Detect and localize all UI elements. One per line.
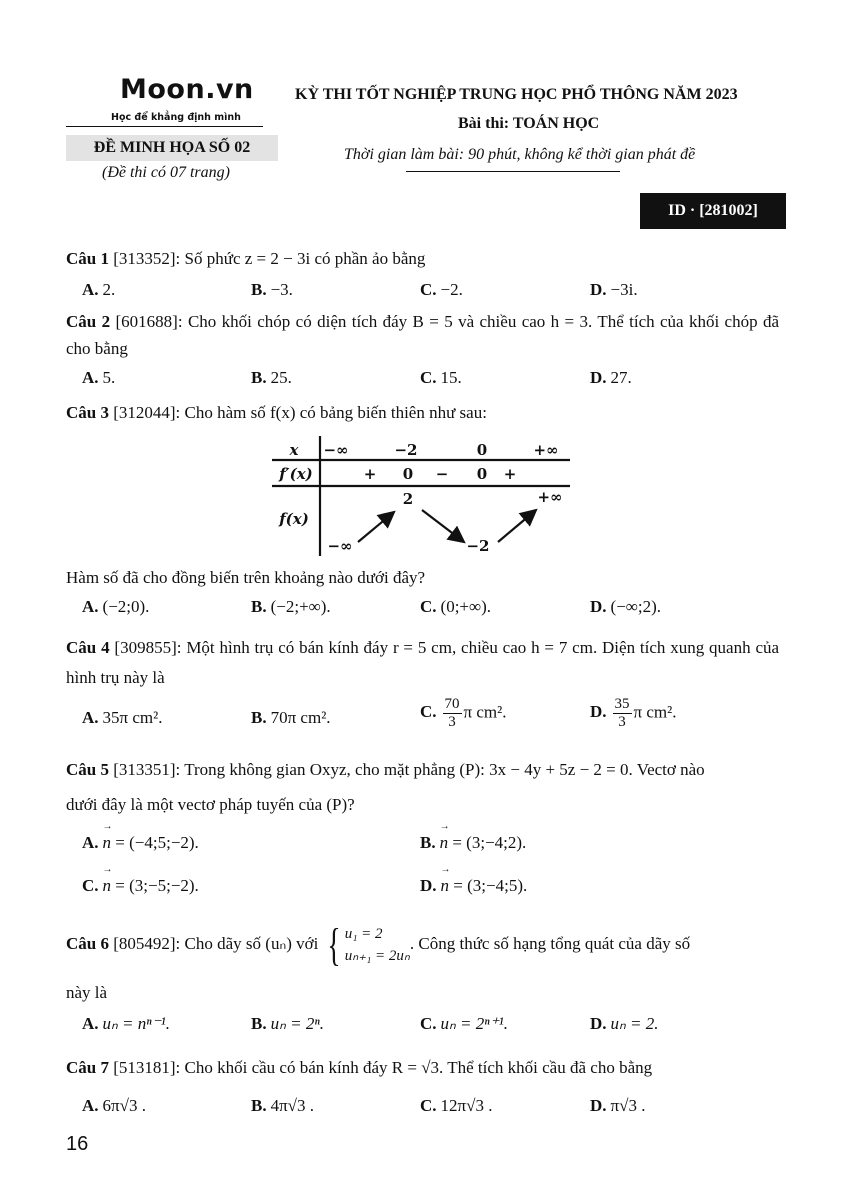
recurrence-system [345,923,410,967]
q5-option-a[interactable] [82,833,199,853]
pages-note: (Đề thi có 07 trang) [102,164,230,181]
q7-option-d[interactable] [590,1096,645,1116]
option-letter: D. [590,1096,607,1115]
q7-text: Cho khối cầu có bán kính đáy R = √3. Thể tích khối cầu đã cho bằng [184,1058,653,1077]
q2-code: [601688]: [115,312,183,331]
option-value: 25. [270,368,292,387]
fp-sign-3: − [435,465,449,483]
exam-id-badge: ID · [281002] [640,193,786,229]
exam-title: KỲ THI TỐT NGHIỆP TRUNG HỌC PHỔ THÔNG NĂM 2023 [295,86,738,103]
option-letter: C. [420,280,437,299]
q4-d-fraction [613,696,632,731]
option-letter: D. [420,876,437,895]
page-number: 16 [66,1133,89,1155]
q3-text: Cho hàm số f(x) có bảng biến thiên như sau: [184,403,487,422]
question-2 [66,308,779,362]
option-letter: B. [251,368,267,387]
q4-label: Câu 4 [66,638,110,657]
option-letter: A. [82,280,99,299]
q5-option-b[interactable] [420,833,526,853]
q6-option-d[interactable] [590,1014,659,1034]
option-letter: A. [82,1014,99,1033]
option-letter: D. [590,597,607,616]
question-5 [66,755,779,785]
q2-label: Câu 2 [66,312,111,331]
q6-option-a[interactable] [82,1014,170,1034]
fp-sign-4: 0 [476,465,488,483]
q5-text-b: dưới đây là một vectơ pháp tuyến của (P)? [66,795,355,814]
option-letter: C. [420,1014,437,1033]
option-value: 4π√3 . [270,1096,315,1115]
slogan-underline [66,126,263,127]
fp-sign-1: + [363,465,377,483]
question-1 [66,244,779,274]
f-val-3: −2 [466,537,490,555]
fraction-numerator: 35 [614,696,630,712]
vector-n: → n [103,876,112,896]
option-value: 2. [102,280,116,299]
q5-text-a: Trong không gian Oxyz, cho mặt phẳng (P): 3x − 4y + 5z − 2 = 0. Vectơ nào [184,760,705,779]
q6-option-b[interactable] [251,1014,324,1034]
question-3-follow [66,563,779,593]
q7-code: [513181]: [113,1058,181,1077]
f-val-4: +∞ [537,488,563,506]
q1-code: [313352]: [113,249,181,268]
question-3 [66,398,779,428]
logo-slogan: Học để khẳng định mình [111,112,241,123]
option-value: 6π√3 . [102,1096,146,1115]
option-value: uₙ = 2. [610,1014,659,1033]
option-value: π cm². [463,702,507,722]
duration-underline [406,171,620,172]
q1-option-a[interactable] [82,280,115,300]
q3-follow-text: Hàm số đã cho đồng biến trên khoảng nào dưới đây? [66,568,426,587]
f-val-1: −∞ [327,537,353,555]
option-letter: D. [590,368,607,387]
q2-text: Cho khối chóp có diện tích đáy B = 5 và chiều cao h = 3. Thể tích của khối chóp đã cho bằng [66,312,780,358]
q4-option-c[interactable] [420,696,506,731]
q4-option-b[interactable] [251,708,331,728]
option-value: 27. [610,368,632,387]
q7-option-b[interactable] [251,1096,314,1116]
option-value: π cm². [633,702,677,722]
question-6 [66,918,779,970]
row-x-label: x [289,441,299,459]
option-value: = (3;−5;−2). [115,876,199,895]
option-letter: B. [420,833,436,852]
x-val-2: −2 [394,441,418,459]
q4-option-a[interactable] [82,708,162,728]
option-value: uₙ = 2ⁿ. [270,1014,324,1033]
question-5-line2 [66,790,779,820]
question-7 [66,1053,779,1083]
option-letter: B. [251,1096,267,1115]
option-value: 35π cm². [102,708,163,727]
q3-code: [312044]: [113,403,181,422]
f-val-2: 2 [402,490,414,508]
arrow-down [422,510,464,542]
fraction-denominator: 3 [448,714,456,730]
q1-option-d[interactable] [590,280,638,300]
moon-logo: Moon.vn [120,74,254,105]
option-letter: D. [590,1014,607,1033]
option-letter: D. [590,280,607,299]
option-value: π√3 . [610,1096,646,1115]
q6-code: [805492]: [113,934,181,953]
fp-sign-5: + [503,465,517,483]
x-val-4: +∞ [533,441,559,459]
option-letter: A. [82,597,99,616]
fp-sign-2: 0 [402,465,414,483]
q3-option-c[interactable] [420,597,491,617]
option-value: = (3;−4;5). [453,876,528,895]
variation-table [270,434,580,560]
question-6-line2 [66,978,779,1008]
q5-option-c[interactable] [82,876,199,896]
subject-title: Bài thi: TOÁN HỌC [458,115,600,132]
arrow-up-1 [358,512,394,542]
option-letter: D. [590,702,607,722]
vector-n: → n [103,833,112,853]
option-value: 70π cm². [270,708,331,727]
q4-code: [309855]: [114,638,182,657]
option-value: 15. [440,368,462,387]
q7-option-c[interactable] [420,1096,492,1116]
q6-label: Câu 6 [66,934,109,953]
q3-option-b[interactable] [251,597,331,617]
q2-option-b[interactable] [251,368,292,388]
option-value: −2. [440,280,463,299]
q6-text-a: Cho dãy số (uₙ) với [184,934,319,953]
option-letter: C. [82,876,99,895]
option-value: = (−4;5;−2). [115,833,199,852]
option-letter: B. [251,1014,267,1033]
q4-c-fraction [443,696,462,731]
q2-option-c[interactable] [420,368,462,388]
option-value: uₙ = nⁿ⁻¹. [102,1014,170,1033]
q3-label: Câu 3 [66,403,109,422]
option-letter: A. [82,1096,99,1115]
q1-option-c[interactable] [420,280,463,300]
de-minh-hoa-label: ĐỀ MINH HỌA SỐ 02 [66,135,278,161]
q1-label: Câu 1 [66,249,109,268]
q7-label: Câu 7 [66,1058,109,1077]
q1-text: Số phức z = 2 − 3i có phần ảo bằng [184,249,426,268]
option-letter: C. [420,597,437,616]
option-letter: C. [420,368,437,387]
arrow-up-2 [498,510,536,542]
q1-option-b[interactable] [251,280,293,300]
system-brace-icon: { [327,919,341,971]
x-val-3: 0 [476,441,488,459]
option-letter: A. [82,368,99,387]
row-f-label: f(x) [279,510,309,528]
question-4 [66,633,779,693]
option-letter: A. [82,708,99,727]
q5-code: [313351]: [113,760,181,779]
q2-option-d[interactable] [590,368,632,388]
q3-option-d[interactable] [590,597,661,617]
q4-text: Một hình trụ có bán kính đáy r = 5 cm, chiều cao h = 7 cm. Diện tích xung quanh của hình trụ này là [66,638,780,687]
option-value: (0;+∞). [440,597,492,616]
option-letter: A. [82,833,99,852]
option-value: −3i. [610,280,638,299]
option-letter: B. [251,708,267,727]
q6-text-b: . Công thức số hạng tổng quát của dãy số [409,934,691,953]
x-val-1: −∞ [323,441,349,459]
row-fp-label: f′(x) [279,465,313,483]
option-value: uₙ = 2ⁿ⁺¹. [440,1014,508,1033]
q7-option-a[interactable] [82,1096,146,1116]
fraction-denominator: 3 [618,714,626,730]
q2-option-a[interactable] [82,368,115,388]
option-value: = (3;−4;2). [452,833,527,852]
system-line-2: uₙ₊₁ = 2uₙ [344,948,410,965]
q5-label: Câu 5 [66,760,109,779]
option-value: (−2;+∞). [270,597,331,616]
option-letter: B. [251,597,267,616]
vector-n: → n [440,833,449,853]
q4-option-d[interactable] [590,696,676,731]
option-value: −3. [270,280,293,299]
fraction-numerator: 70 [444,696,460,712]
option-letter: C. [420,1096,437,1115]
q6-text-c: này là [66,983,108,1002]
q6-option-c[interactable] [420,1014,508,1034]
system-line-1: u₁ = 2 [344,926,383,943]
duration-note: Thời gian làm bài: 90 phút, không kể thời gian phát đề [344,146,696,163]
option-value: (−∞;2). [610,597,662,616]
option-value: (−2;0). [102,597,150,616]
q5-option-d[interactable] [420,876,527,896]
option-letter: C. [420,702,437,722]
option-value: 5. [102,368,116,387]
q3-option-a[interactable] [82,597,149,617]
option-value: 12π√3 . [440,1096,493,1115]
vector-n: → n [441,876,450,896]
option-letter: B. [251,280,267,299]
